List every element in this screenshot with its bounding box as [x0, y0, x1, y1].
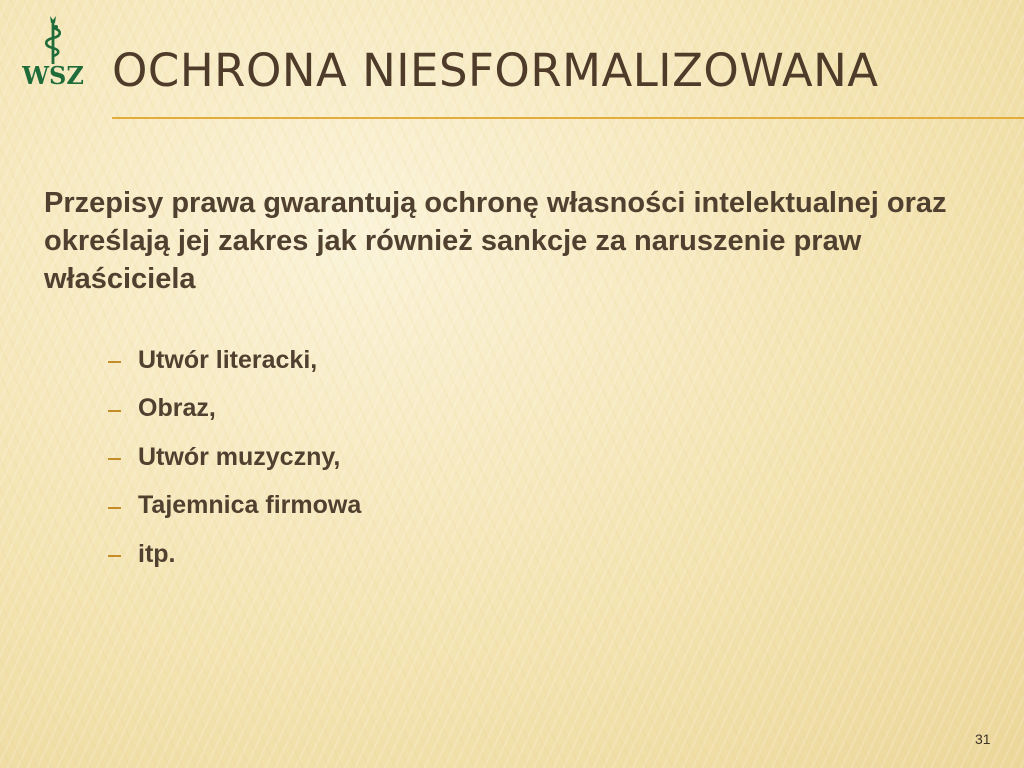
dash-bullet-icon — [108, 458, 121, 460]
bullet-text: Obraz, — [138, 394, 216, 423]
list-item — [108, 385, 361, 434]
body-paragraph: Przepisy prawa gwarantują ochronę własności intelektualnej oraz określają jej zakres jak również sankcje za naruszenie praw właściciela — [44, 187, 947, 295]
list-item — [108, 482, 361, 531]
bullet-text: itp. — [138, 539, 176, 568]
bullet-text: Tajemnica firmowa — [138, 491, 362, 520]
dash-bullet-icon — [108, 361, 121, 363]
bullet-text: Utwór literacki, — [138, 345, 318, 374]
dash-bullet-icon — [108, 555, 121, 557]
dash-bullet-icon — [108, 410, 121, 412]
wsz-logo-icon — [22, 14, 84, 92]
logo-text: WSZ — [22, 61, 84, 90]
page-number: 31 — [975, 731, 991, 747]
slide-title: OCHRONA NIESFORMALIZOWANA — [112, 44, 879, 97]
list-item — [108, 530, 361, 579]
bullet-list — [108, 336, 361, 579]
title-underline — [112, 117, 1024, 119]
dash-bullet-icon — [108, 507, 121, 509]
list-item — [108, 433, 361, 482]
bullet-text: Utwór muzyczny, — [138, 442, 341, 471]
list-item — [108, 336, 361, 385]
